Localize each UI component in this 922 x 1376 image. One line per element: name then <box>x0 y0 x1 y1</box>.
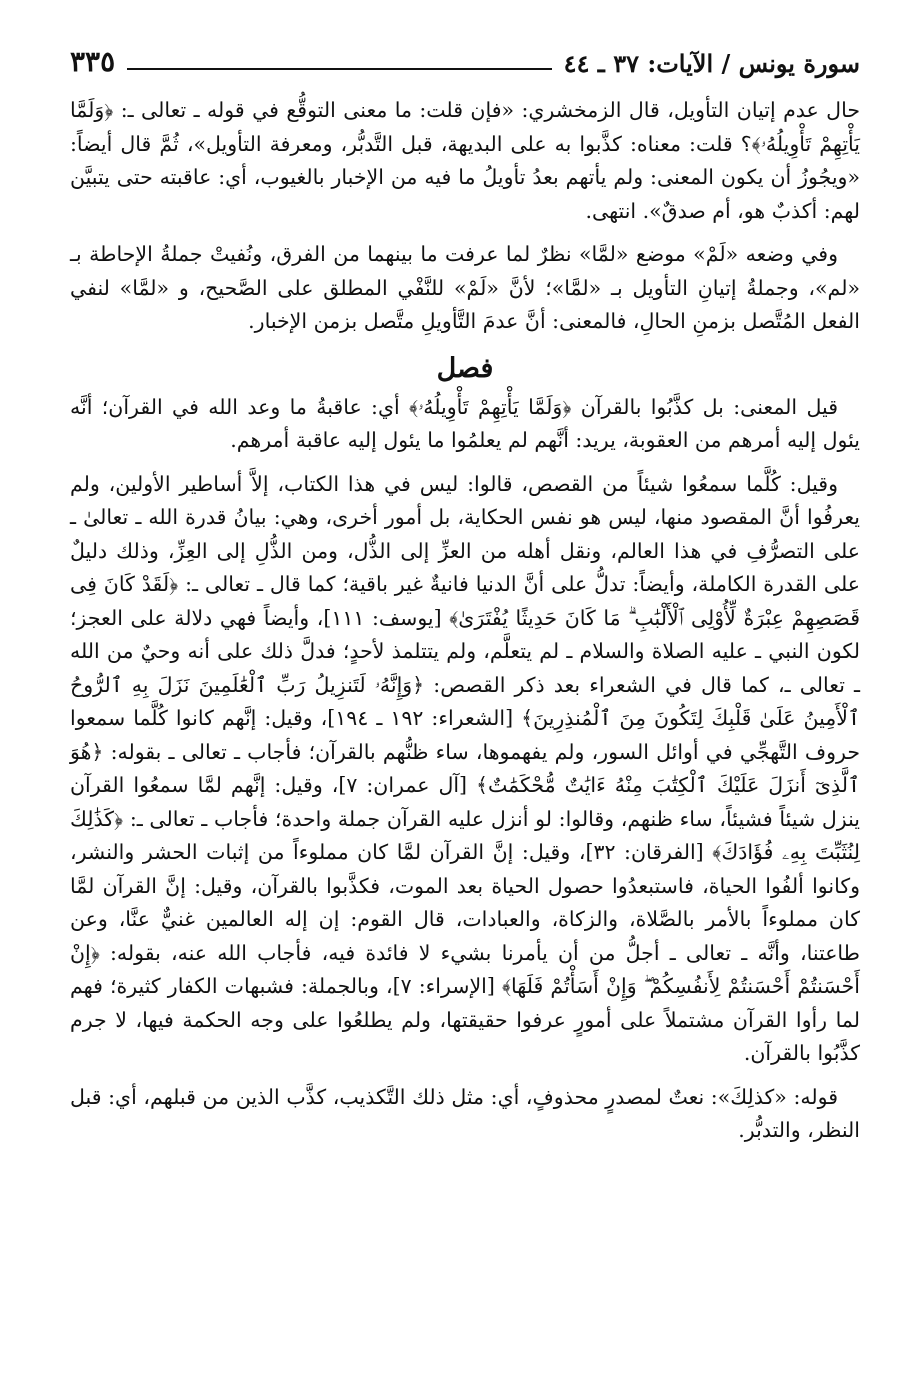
section-heading: فصل <box>436 352 494 384</box>
header-rule <box>127 68 552 70</box>
paragraph-stories: وقيل: كُلَّما سمعُوا شيئاً من القصص، قالوا: ليس في هذا الكتاب، إلاَّ أساطير الأولين، ولم يعرفُوا أنَّ المقصود منها، ليس هو نفس الحكاية، بل أمور أخرى، وهي: بيانُ قدرة الله ـ تعالىٰ ـ على التصرُّفِ في هذا العالم، ونقل أهله من العزِّ إلى الذُّل، ومن الذُّلِ إلى العِزِّ، وذلك دليلٌ على القدرة الكاملة، وأيضاً: تدلُّ على أنَّ الدنيا فانيةٌ غير باقية؛ كما قال ـ تعالى ـ: ﴿لَقَدْ كَانَ فِى قَصَصِهِمْ عِبْرَةٌ لِّأُوْلِى ٱلْأَلْبَٰبِ ۗ مَا كَانَ حَدِيثًا يُفْتَرَىٰ﴾ [يوسف: ١١١]، وأيضاً فهي دلالة على العجز؛ لكون النبي ـ عليه الصلاة والسلام ـ لم يتعلَّم، ولم يتتلمذ لأحدٍ؛ فدلَّ ذلك على أنه وحيٌ من الله ـ تعالى ـ، كما قال في الشعراء بعد ذكر القصص: ﴿وَإِنَّهُۥ لَتَنزِيلُ رَبِّ ٱلْعَٰلَمِينَ نَزَلَ بِهِ ٱلرُّوحُ ٱلْأَمِينُ عَلَىٰ قَلْبِكَ لِتَكُونَ مِنَ ٱلْمُنذِرِينَ﴾ [الشعراء: ١٩٢ ـ ١٩٤]، وقيل: إنَّهم كانوا كُلَّما سمعوا حروف التَّهجِّي في أوائل السور، ولم يفهموها، ساء ظنُّهم بالقرآن؛ فأجاب ـ تعالى ـ بقوله: ﴿هُوَ ٱلَّذِىٓ أَنزَلَ عَلَيْكَ ٱلْكِتَٰبَ مِنْهُ ءَايَٰتٌ مُّحْكَمَٰتٌ﴾ [آل عمران: ٧]، وقيل: إنَّهم لمَّا سمعُوا القرآن ينزل شيئاً فشيئاً، ساء ظنهم، وقالوا: لو أنزل عليه القرآن جملة واحدة؛ فأجاب ـ تعالى ـ: ﴿كَذَٰلِكَ لِنُثَبِّتَ بِهِۦ فُؤَادَكَ﴾ [الفرقان: ٣٢]، وقيل: إنَّ القرآن لمَّا كان مملوءاً من إثبات الحشر والنشر، وكانوا ألفُوا الحياة، فاستبعدُوا حصول الحياة بعد الموت، فكذَّبوا بالقرآن، وقيل: إنَّ القرآن لمَّا كان مملوءاً بالأمر بالصَّلاة، والزكاة، والعبادات، قال القوم: إن إله العالمين غنيٌّ عنَّا، وعن طاعتنا، وأنَّه ـ تعالى ـ أجلُّ من أن يأمرنا بشيء لا فائدة فيه، فأجاب الله عنه، بقوله: ﴿إِنْ أَحْسَنتُمْ أَحْسَنتُمْ لِأَنفُسِكُمْ ۖ وَإِنْ أَسَأْتُمْ فَلَهَا﴾ [الإسراء: ٧]، وبالجملة: فشبهات الكفار كثيرة؛ فهم لما رأوا القرآن مشتملاً على أمورٍ عرفوا حقيقتها، ولم يطلعُوا على وجه الحكمة فيها، لا جرم كذَّبُوا بالقرآن. <box>70 471 860 1065</box>
page-header <box>70 28 860 76</box>
paragraph-kadhalika: قوله: «كذلِكَ»: نعتٌ لمصدرٍ محذوفٍ، أي: مثل ذلك التَّكذيب، كذَّب الذين من قبلهم، أي: قبل النظر، والتدبُّر. <box>70 1084 860 1142</box>
paragraph-zamakhshari: حال عدم إتيان التأويل، قال الزمخشري: «فإن قلت: ما معنى التوقُّع في قوله ـ تعالى ـ: ﴿وَلَمَّا يَأْتِهِمْ تَأْوِيلُهُۥ﴾؟ قلت: معناه: كذَّبوا به على البديهة، قبل التَّدبُّر، ومعرفة التأويل»، ثُمَّ قال أيضاً: «ويجُوزُ أن يكون المعنى: ولم يأتهم بعدُ تأويلُ ما فيه من الإخبار بالغيوب، أي: عاقبته حتى يتبيَّن لهم: أكذبٌ هو، أم صدقٌ». انتهى. <box>70 98 860 223</box>
paragraph-lam-lamma: وفي وضعه «لَمْ» موضع «لمَّا» نظرٌ لما عرفت ما بينهما من الفرق، ونُفيتْ جملةُ الإحاطة بـ «لم»، وجملةُ إتيانِ التأويل بـ «لمَّا»؛ لأنَّ «لَمْ» للنَّفْي المطلق على الصَّحيح، و «لمَّا» لنفي الفعل المُتَّصل بزمنِ الحالِ، فالمعنى: أنَّ عدمَ التَّأويلِ متَّصل بزمن الإخبار. <box>70 242 860 333</box>
paragraph-meaning: قيل المعنى: بل كذَّبُوا بالقرآن ﴿وَلَمَّا يَأْتِهِمْ تَأْوِيلُهُۥ﴾ أي: عاقبةُ ما وعد الله في القرآن؛ أنَّه يئول إليه أمرهم من العقوبة، يريد: أنَّهم لم يعلمُوا ما يئول إليه عاقبة أمرهم. <box>70 394 860 452</box>
running-title: سورة يونس / الآيات: ٣٧ ـ ٤٤ <box>563 49 860 78</box>
page-number: ٣٣٥ <box>70 45 116 78</box>
